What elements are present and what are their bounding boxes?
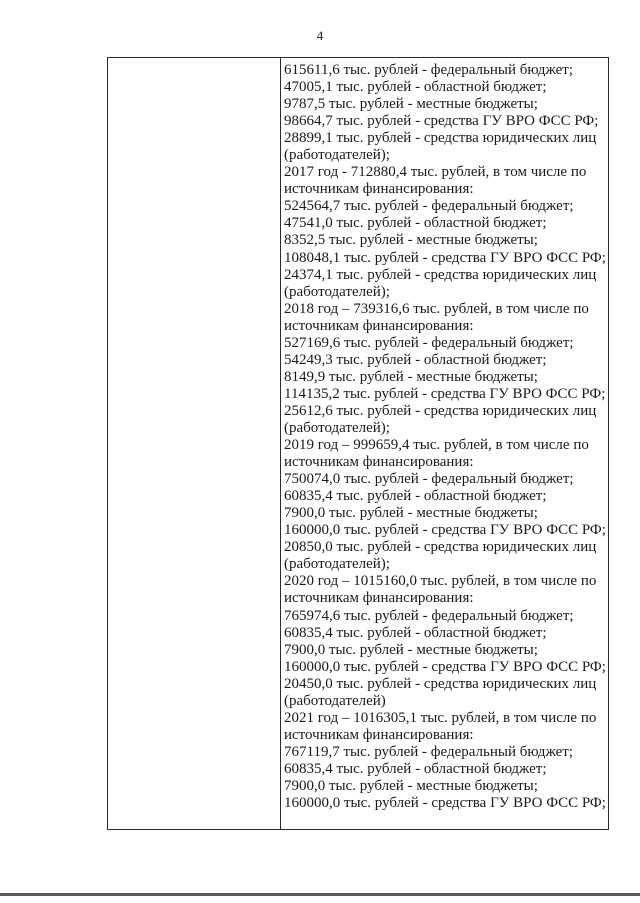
budget-text-line: источникам финансирования: xyxy=(284,181,474,198)
budget-text-line: 160000,0 тыс. рублей - средства ГУ ВРО ФСС РФ; xyxy=(284,522,606,539)
budget-text-line: 98664,7 тыс. рублей - средства ГУ ВРО ФСС РФ; xyxy=(284,113,599,130)
budget-text-line: источникам финансирования: xyxy=(284,317,474,334)
budget-text-line: (работодателей); xyxy=(284,419,390,436)
funding-table xyxy=(107,57,609,830)
budget-text-line: 765974,6 тыс. рублей - федеральный бюджет; xyxy=(284,607,574,624)
budget-text-line: 2020 год – 1015160,0 тыс. рублей, в том числе по xyxy=(284,573,597,590)
budget-text-line: 9787,5 тыс. рублей - местные бюджеты; xyxy=(284,96,538,113)
budget-text-line: 8352,5 тыс. рублей - местные бюджеты; xyxy=(284,232,538,249)
page-number: 4 xyxy=(316,28,324,43)
budget-text-line: 28899,1 тыс. рублей - средства юридических лиц xyxy=(284,130,597,147)
budget-text-line: 2019 год – 999659,4 тыс. рублей, в том числе по xyxy=(284,437,589,454)
table-cell-right xyxy=(284,62,608,812)
budget-text-line: 8149,9 тыс. рублей - местные бюджеты; xyxy=(284,368,538,385)
budget-text-line: (работодателей); xyxy=(284,283,390,300)
budget-text-line: 527169,6 тыс. рублей - федеральный бюджет; xyxy=(284,334,574,351)
budget-text-line: 7900,0 тыс. рублей - местные бюджеты; xyxy=(284,777,538,794)
budget-text-line: 2018 год – 739316,6 тыс. рублей, в том числе по xyxy=(284,300,589,317)
budget-text-line: 114135,2 тыс. рублей - средства ГУ ВРО ФСС РФ; xyxy=(284,385,606,402)
budget-text-line: 47541,0 тыс. рублей - областной бюджет; xyxy=(284,215,547,232)
table-cell-left xyxy=(108,58,280,829)
column-divider xyxy=(280,58,281,829)
budget-text-line: 60835,4 тыс. рублей - областной бюджет; xyxy=(284,760,547,777)
budget-text-line: 25612,6 тыс. рублей - средства юридических лиц xyxy=(284,402,597,419)
budget-text-line: 24374,1 тыс. рублей - средства юридических лиц xyxy=(284,266,597,283)
budget-text-line: 767119,7 тыс. рублей - федеральный бюджет; xyxy=(284,743,573,760)
budget-text-line: (работодателей); xyxy=(284,147,390,164)
budget-text-line: 2017 год - 712880,4 тыс. рублей, в том числе по xyxy=(284,164,587,181)
budget-text-line: 20850,0 тыс. рублей - средства юридических лиц xyxy=(284,539,597,556)
budget-text-line: 108048,1 тыс. рублей - средства ГУ ВРО ФСС РФ; xyxy=(284,249,606,266)
budget-text-line: 160000,0 тыс. рублей - средства ГУ ВРО ФСС РФ; xyxy=(284,795,606,812)
budget-text-line: 750074,0 тыс. рублей - федеральный бюджет; xyxy=(284,471,574,488)
budget-text-line: источникам финансирования: xyxy=(284,590,474,607)
budget-text-line: 60835,4 тыс. рублей - областной бюджет; xyxy=(284,624,547,641)
budget-text-line: 615611,6 тыс. рублей - федеральный бюджет; xyxy=(284,62,573,78)
budget-text-line: 524564,7 тыс. рублей - федеральный бюджет; xyxy=(284,198,574,215)
budget-text-line: 7900,0 тыс. рублей - местные бюджеты; xyxy=(284,505,538,522)
budget-text-line: 160000,0 тыс. рублей - средства ГУ ВРО ФСС РФ; xyxy=(284,658,606,675)
budget-text-line: (работодателей); xyxy=(284,556,390,573)
budget-text-line: 20450,0 тыс. рублей - средства юридических лиц xyxy=(284,675,597,692)
budget-text-line: источникам финансирования: xyxy=(284,454,474,471)
budget-text-line: 60835,4 тыс. рублей - областной бюджет; xyxy=(284,488,547,505)
budget-text-line: (работодателей) xyxy=(284,692,386,709)
budget-text-line: 7900,0 тыс. рублей - местные бюджеты; xyxy=(284,641,538,658)
budget-text-line: 54249,3 тыс. рублей - областной бюджет; xyxy=(284,351,547,368)
budget-text-line: 47005,1 тыс. рублей - областной бюджет; xyxy=(284,79,547,96)
budget-text-line: 2021 год – 1016305,1 тыс. рублей, в том числе по xyxy=(284,709,597,726)
page-bottom-rule xyxy=(0,893,640,896)
budget-text-line: источникам финансирования: xyxy=(284,726,474,743)
